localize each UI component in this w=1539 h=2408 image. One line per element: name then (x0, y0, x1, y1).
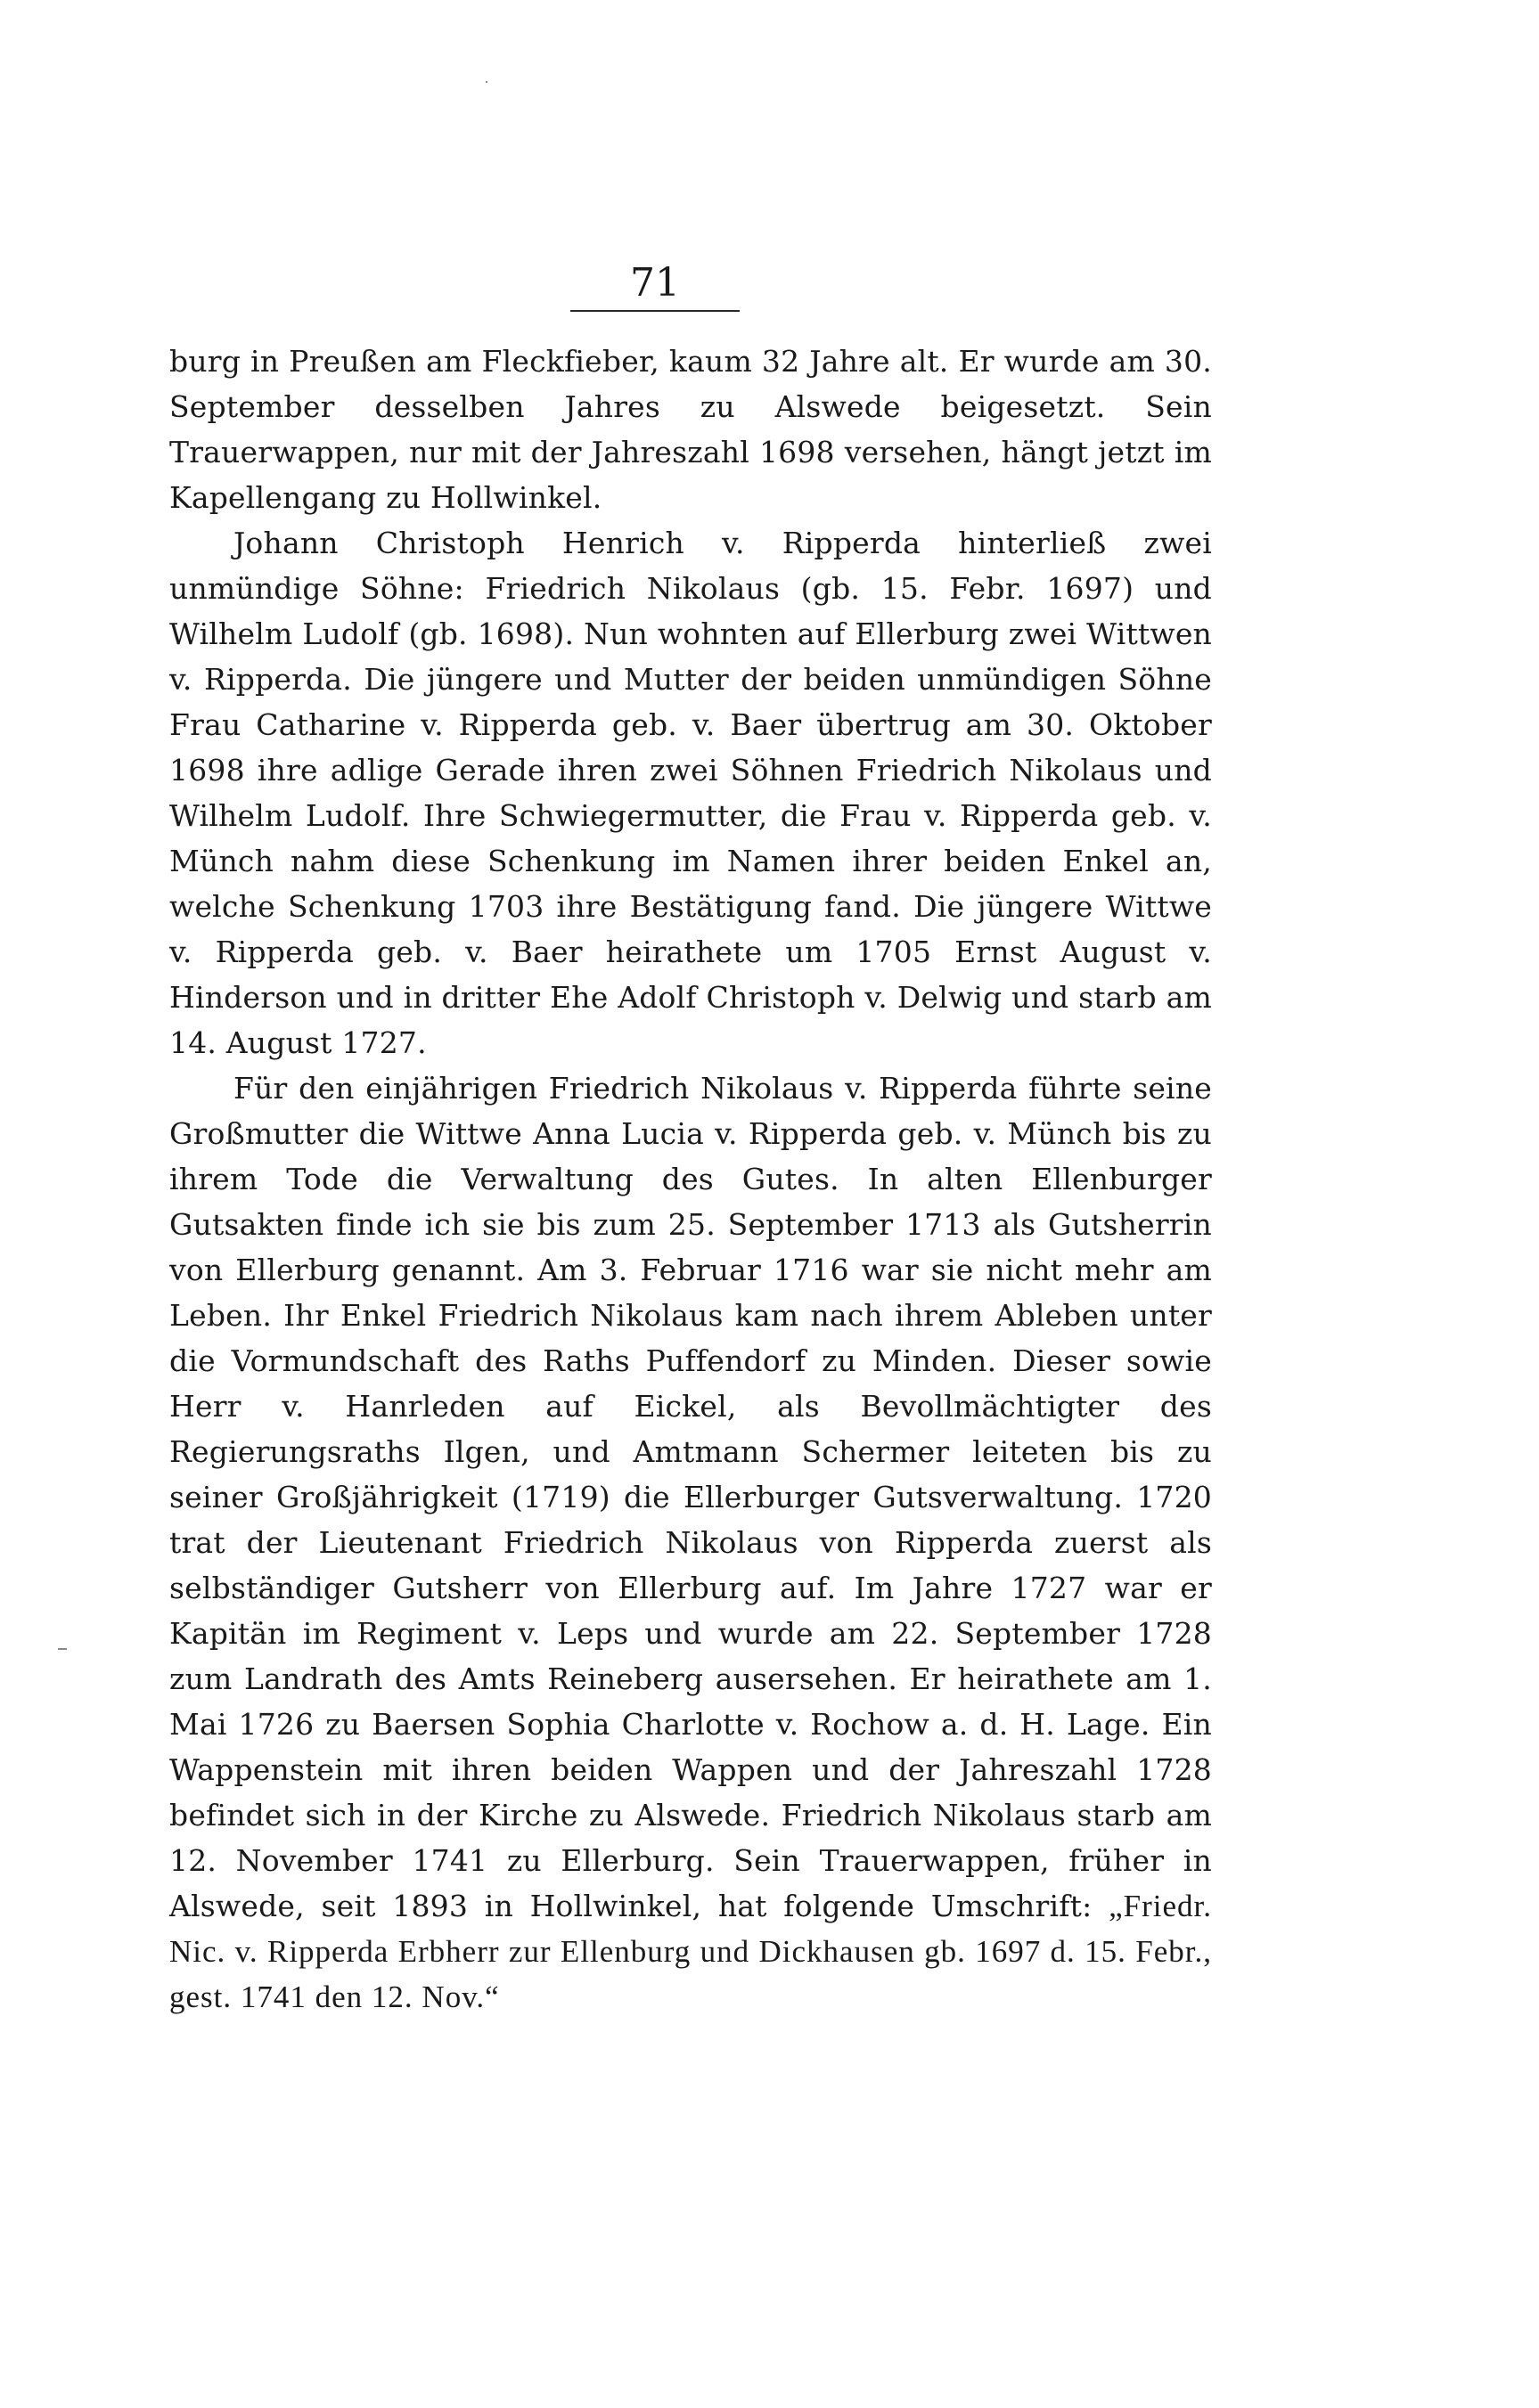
paragraph-text: Johann Christoph Henrich v. Ripperda hinterließ zwei unmündige Söhne: Friedrich Nikolaus (gb. 15. Febr. 1697) und Wilhelm Ludolf (gb. 1698). Nun wohnten auf Ellerburg zwei Wittwen v. Ripperda. Die jüngere und Mutter der beiden unmündigen Söhne Frau Catharine v. Ripperda geb. v. Baer übertrug am 30. Oktober 1698 ihre adlige Gerade ihren zwei Söhnen Friedrich Nikolaus und Wilhelm Ludolf. Ihre Schwiegermutter, die Frau v. Ripperda geb. v. Münch nahm diese Schenkung im Namen ihrer beiden Enkel an, welche Schenkung 1703 ihre Bestätigung fand. Die jüngere Wittwe v. Ripperda geb. v. Baer heirathete um 1705 Ernst August v. Hinderson und in dritter Ehe Adolf Christoph v. Delwig und starb am 14. August 1727. (169, 526, 1212, 1060)
inscription-quote: „Friedr. Nic. v. Ripperda Erbherr zur Ellenburg und Dickhausen gb. 1697 d. 15. Febr., gest. 1741 den 12. Nov.“ (169, 1889, 1212, 2014)
speck-mark (486, 81, 487, 83)
paragraph-1 (169, 339, 1212, 520)
page-number: 71 (630, 260, 680, 306)
page-number-rule (570, 310, 740, 312)
margin-tick-mark (58, 1648, 67, 1650)
paragraph-3 (169, 1065, 1212, 2020)
paragraph-2 (169, 520, 1212, 1065)
paragraph-text: Für den einjährigen Friedrich Nikolaus v. Ripperda führte seine Großmutter die Wittwe Anna Lucia v. Ripperda geb. v. Münch bis zu ihrem Tode die Verwaltung des Gutes. In alten Ellenburger Gutsakten finde ich sie bis zum 25. September 1713 als Gutsherrin von Ellerburg genannt. Am 3. Februar 1716 war sie nicht mehr am Leben. Ihr Enkel Friedrich Nikolaus kam nach ihrem Ableben unter die Vormundschaft des Raths Puffendorf zu Minden. Dieser sowie Herr v. Hanrleden auf Eickel, als Bevollmächtigter des Regierungsraths Ilgen, und Amtmann Schermer leiteten bis zu seiner Großjährigkeit (1719) die Ellerburger Gutsverwaltung. 1720 trat der Lieutenant Friedrich Nikolaus von Ripperda zuerst als selbständiger Gutsherr von Ellerburg auf. Im Jahre 1727 war er Kapitän im Regiment v. Leps und wurde am 22. September 1728 zum Landrath des Amts Reineberg ausersehen. Er heirathete am 1. Mai 1726 zu Baersen Sophia Charlotte v. Rochow a. d. H. Lage. Ein Wappenstein mit ihren beiden Wappen und der Jahreszahl 1728 befindet sich in der Kirche zu Alswede. Friedrich Nikolaus starb am 12. November 1741 zu Ellerburg. Sein Trauerwappen, früher in Alswede, seit 1893 in Hollwinkel, hat folgende Umschrift: (169, 1071, 1212, 1923)
body-text (169, 339, 1212, 2020)
paragraph-text: burg in Preußen am Fleckfieber, kaum 32 Jahre alt. Er wurde am 30. September desselben Jahres zu Alswede beigesetzt. Sein Trauerwappen, nur mit der Jahreszahl 1698 versehen, hängt jetzt im Kapellengang zu Hollwinkel. (169, 344, 1212, 515)
